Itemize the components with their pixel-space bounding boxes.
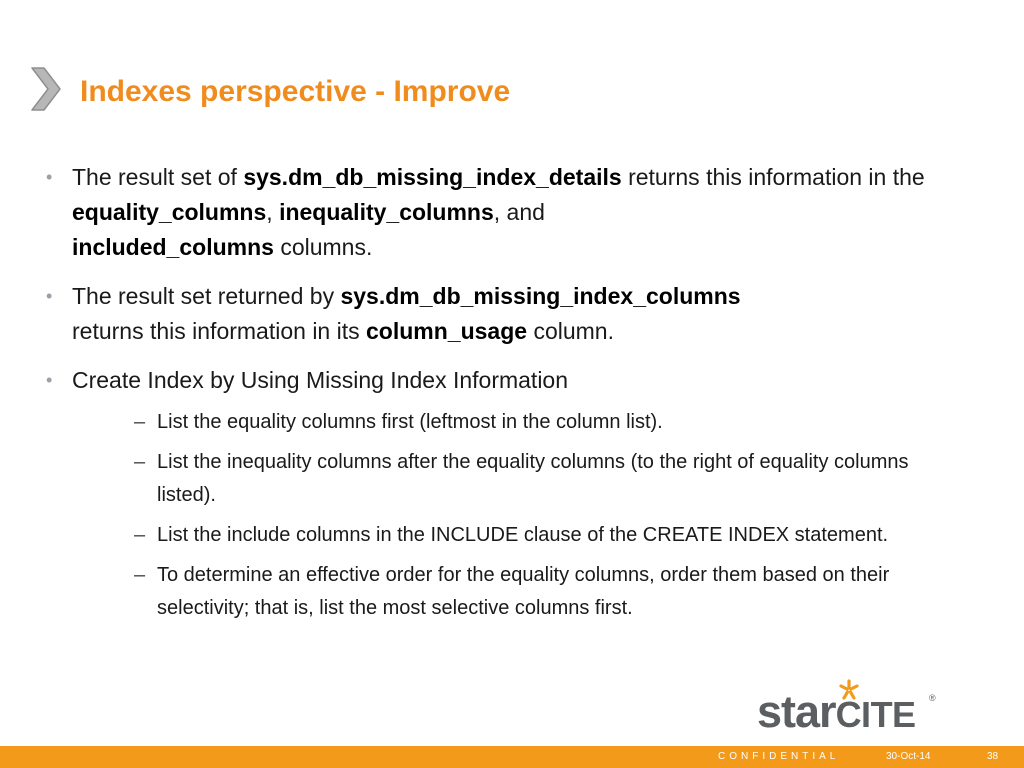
starcite-logo	[757, 682, 947, 737]
bold-term: sys.dm_db_missing_index_columns	[340, 283, 741, 309]
footer-bar	[0, 746, 1024, 768]
bold-term: included_columns	[72, 234, 274, 260]
confidential-label: CONFIDENTIAL	[718, 751, 840, 762]
slide-body	[46, 160, 966, 632]
bullet-dot-icon: •	[46, 286, 53, 306]
bullet-dot-icon: •	[46, 167, 53, 187]
bold-term: equality_columns	[72, 199, 267, 225]
bold-term: sys.dm_db_missing_index_details	[243, 164, 622, 190]
bullet-3: • Create Index by Using Missing Index Information	[46, 363, 966, 398]
chevron-right-icon	[30, 66, 62, 112]
page-number: 38	[987, 751, 999, 762]
bold-term: inequality_columns	[279, 199, 494, 225]
bullet-2: • The result set returned by sys.dm_db_missing_index_columns returns this information in its column_usage column.	[46, 279, 966, 349]
sub-bullet-3: – List the include columns in the INCLUDE clause of the CREATE INDEX statement.	[134, 519, 966, 552]
sub-bullet-1: – List the equality columns first (leftmost in the column list).	[134, 406, 966, 439]
dash-icon: –	[134, 411, 146, 433]
bullet-1: • The result set of sys.dm_db_missing_index_details returns this information in the equality_columns, inequality_columns, and included_columns columns.	[46, 160, 966, 265]
logo-wordmark: starCITE	[757, 686, 916, 737]
bold-term: column_usage	[366, 318, 528, 344]
footer-date: 30-Oct-14	[886, 751, 931, 762]
bullet-dot-icon: •	[46, 370, 53, 390]
dash-icon: –	[134, 451, 146, 473]
dash-icon: –	[134, 564, 146, 586]
sub-bullet-4: – To determine an effective order for the equality columns, order them based on their selectivity; that is, list the most selective columns first.	[134, 559, 966, 625]
registered-mark: ®	[929, 693, 936, 703]
sub-bullet-2: – List the inequality columns after the equality columns (to the right of equality columns listed).	[134, 446, 966, 512]
dash-icon: –	[134, 524, 146, 546]
slide-title: Indexes perspective - Improve	[80, 75, 511, 108]
